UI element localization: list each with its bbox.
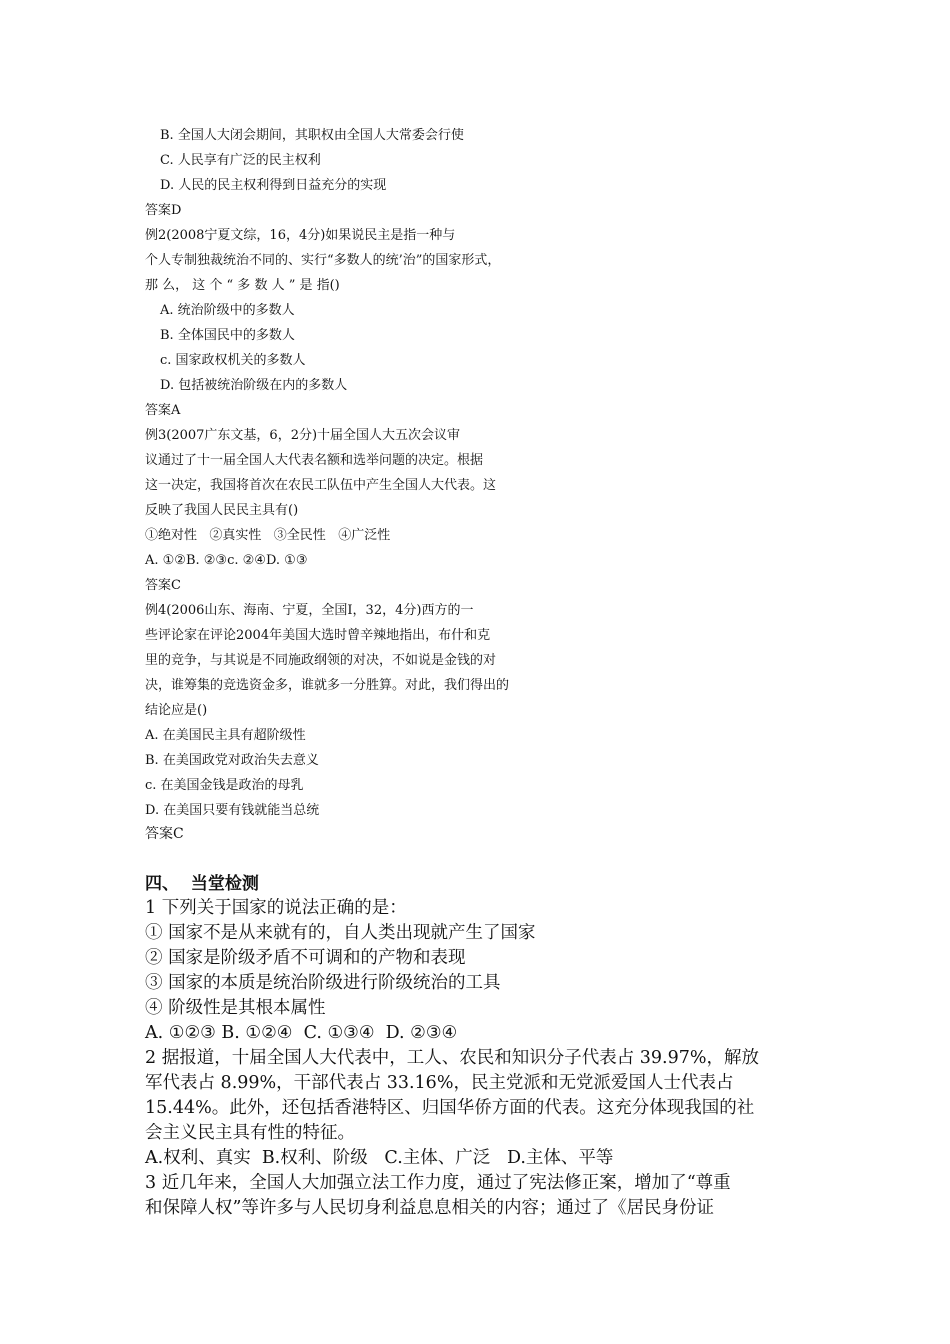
answer-3: 答案C [145, 578, 181, 593]
example-4-line-5: 结论应是() [145, 703, 208, 718]
example-3-items: ①绝对性 ②真实性 ③全民性 ④广泛性 [145, 528, 391, 543]
question-2-line-2: 军代表占 8.99%，干部代表占 33.16%，民主党派和无党派爱国人士代表占 [145, 1073, 734, 1093]
example-2-line-2: 个人专制独裁统治不同的、实行“多数人的统’治”的国家形式， [145, 253, 501, 268]
option-d-q1: D. 人民的民主权利得到日益充分的实现 [160, 178, 387, 193]
answer-1: 答案D [145, 203, 182, 218]
example-4-line-1: 例4(2006山东、海南、宁夏，全国I，32，4分)西方的一 [145, 603, 474, 618]
question-1-item-1: ① 国家不是从来就有的，自人类出现就产生了国家 [145, 923, 536, 943]
example-2-option-a: A. 统治阶级中的多数人 [160, 303, 295, 318]
example-2-option-c: c. 国家政权机关的多数人 [160, 353, 306, 368]
question-3-line-2: 和保障人权”等许多与人民切身利益息息相关的内容；通过了《居民身份证 [145, 1198, 714, 1218]
example-2-line-3: 那 么， 这 个 “ 多 数 人 ” 是 指() [145, 278, 340, 293]
example-3-line-3: 这一决定，我国将首次在农民工队伍中产生全国人大代表。这 [145, 478, 497, 493]
example-3-line-2: 议通过了十一届全国人大代表名额和选举问题的决定。根据 [145, 453, 484, 468]
example-2-option-b: B. 全体国民中的多数人 [160, 328, 295, 343]
question-1-options: A. ①②③ B. ①②④ C. ①③④ D. ②③④ [145, 1023, 458, 1043]
question-2-line-4: 会主义民主具有性的特征。 [145, 1123, 355, 1143]
example-3-line-1: 例3(2007广东文基，6，2分)十届全国人大五次会议审 [145, 428, 461, 443]
question-2-options: A.权利、真实 B.权利、阶级 C.主体、广泛 D.主体、平等 [145, 1148, 614, 1168]
example-4-option-c: c. 在美国金钱是政治的母乳 [145, 778, 304, 793]
example-4-line-4: 决，谁筹集的竞选资金多，谁就多一分胜算。对此，我们得出的 [145, 678, 510, 693]
question-2-line-1: 2 据报道，十届全国人大代表中，工人、农民和知识分子代表占 39.97%，解放 [145, 1048, 759, 1068]
example-4-option-b: B. 在美国政党对政治失去意义 [145, 753, 319, 768]
answer-4: 答案C [145, 826, 184, 842]
question-2-line-3: 15.44%。此外，还包括香港特区、归国华侨方面的代表。这充分体现我国的社 [145, 1098, 755, 1118]
section-heading: 四、 当堂检测 [145, 874, 259, 894]
question-1-item-3: ③ 国家的本质是统治阶级进行阶级统治的工具 [145, 973, 501, 993]
question-3-line-1: 3 近几年来，全国人大加强立法工作力度，通过了宪法修正案，增加了“尊重 [145, 1173, 731, 1193]
example-2-option-d: D. 包括被统治阶级在内的多数人 [160, 378, 348, 393]
example-2-line-1: 例2(2008宁夏文综，16，4分)如果说民主是指一种与 [145, 228, 456, 243]
example-3-line-4: 反映了我国人民民主具有() [145, 503, 299, 518]
example-4-line-2: 些评论家在评论2004年美国大选时曾辛辣地指出，布什和克 [145, 628, 491, 643]
option-c-q1: C. 人民享有广泛的民主权利 [160, 153, 321, 168]
example-4-option-d: D. 在美国只要有钱就能当总统 [145, 803, 320, 818]
option-b-q1: B. 全国人大闭会期间，其职权由全国人大常委会行使 [160, 128, 464, 143]
example-3-options: A. ①②B. ②③c. ②④D. ①③ [145, 553, 308, 568]
example-4-option-a: A. 在美国民主具有超阶级性 [145, 728, 306, 743]
question-1-item-2: ② 国家是阶级矛盾不可调和的产物和表现 [145, 948, 466, 968]
question-1: 1 下列关于国家的说法正确的是： [145, 898, 407, 918]
example-4-line-3: 里的竞争，与其说是不同施政纲领的对决，不如说是金钱的对 [145, 653, 497, 668]
answer-2: 答案A [145, 403, 181, 418]
question-1-item-4: ④ 阶级性是其根本属性 [145, 998, 326, 1018]
